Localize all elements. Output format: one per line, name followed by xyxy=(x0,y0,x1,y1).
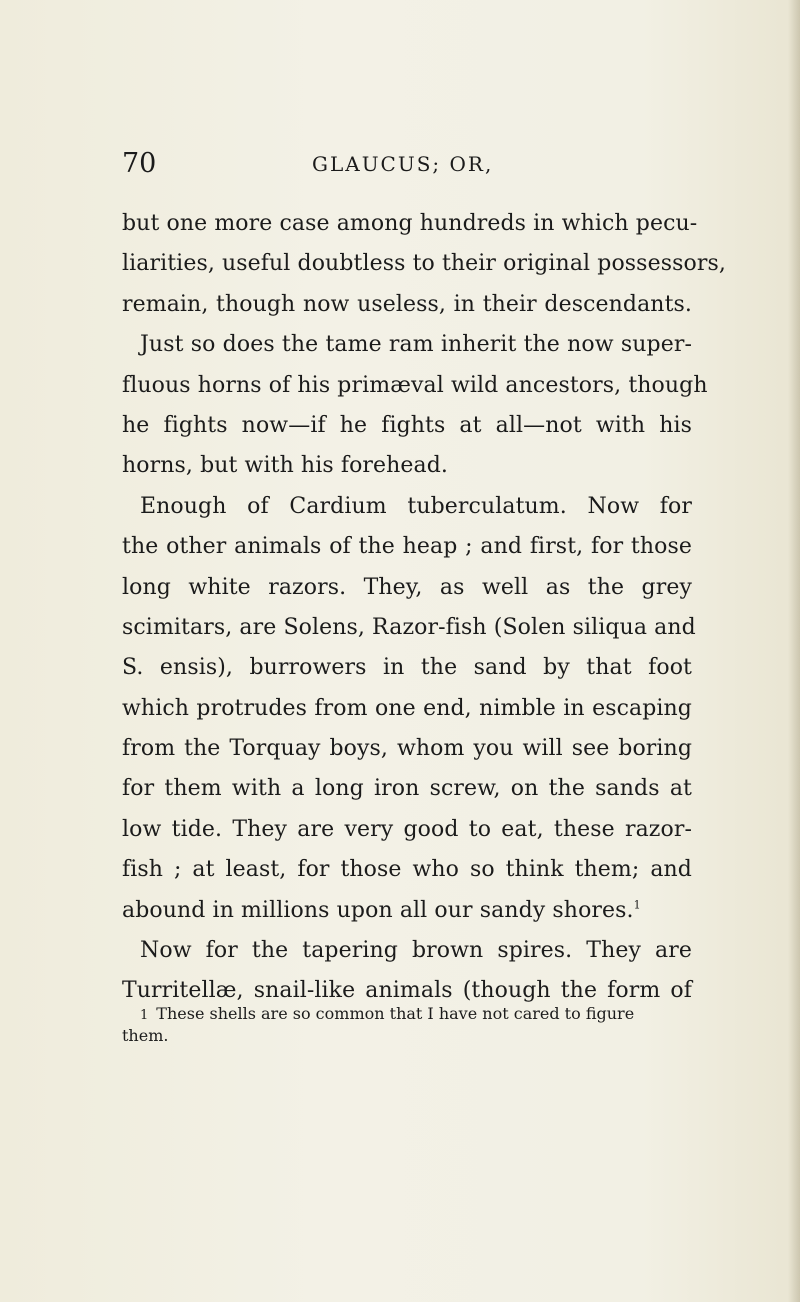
footnote-line xyxy=(122,1003,692,1025)
text-line: Turritellæ, snail-like animals (though the form of xyxy=(122,978,692,1004)
text-line: long white razors. They, as well as the grey xyxy=(122,574,692,600)
body-text xyxy=(122,204,726,1012)
text-line: Enough of Cardium tuberculatum. Now for xyxy=(140,493,692,519)
text-line: fish ; at least, for those who so think them; and xyxy=(122,857,692,883)
footnote-line: them. xyxy=(122,1026,169,1045)
page-number: 70 xyxy=(122,148,157,179)
text-line xyxy=(122,891,692,931)
page-edge-shadow xyxy=(788,0,800,1302)
text-line: which protrudes from one end, nimble in escaping xyxy=(122,695,692,721)
text-line: for them with a long iron screw, on the sands at xyxy=(122,776,692,802)
text-line: remain, though now useless, in their descendants. xyxy=(122,291,692,317)
text-line: S. ensis), burrowers in the sand by that foot xyxy=(122,655,692,681)
text-line-content: abound in millions upon all our sandy shores. xyxy=(122,897,634,923)
footnote-marker: 1 xyxy=(633,898,641,912)
footnote xyxy=(122,1003,692,1047)
running-head: GLAUCUS; OR, xyxy=(312,152,494,176)
text-line: he fights now—if he fights at all—not with his xyxy=(122,412,692,438)
text-line: but one more case among hundreds in which pecu- xyxy=(122,211,698,236)
text-line: horns, but with his forehead. xyxy=(122,453,449,479)
text-line: fluous horns of his primæval wild ancestors, though xyxy=(122,372,708,398)
text-line: scimitars, are Solens, Razor-fish (Solen siliqua and xyxy=(122,614,696,640)
text-line: low tide. They are very good to eat, these razor- xyxy=(122,816,692,842)
page-header xyxy=(122,148,682,188)
footnote-text: These shells are so common that I have not cared to figure xyxy=(156,1004,635,1023)
text-line: liarities, useful doubtless to their original possessors, xyxy=(122,251,726,277)
text-line: from the Torquay boys, whom you will see boring xyxy=(122,736,692,762)
text-line: the other animals of the heap ; and first, for those xyxy=(122,534,692,560)
footnote-number: 1 xyxy=(140,1008,149,1023)
text-line: Now for the tapering brown spires. They are xyxy=(140,938,692,964)
text-line: Just so does the tame ram inherit the now super- xyxy=(140,332,692,358)
